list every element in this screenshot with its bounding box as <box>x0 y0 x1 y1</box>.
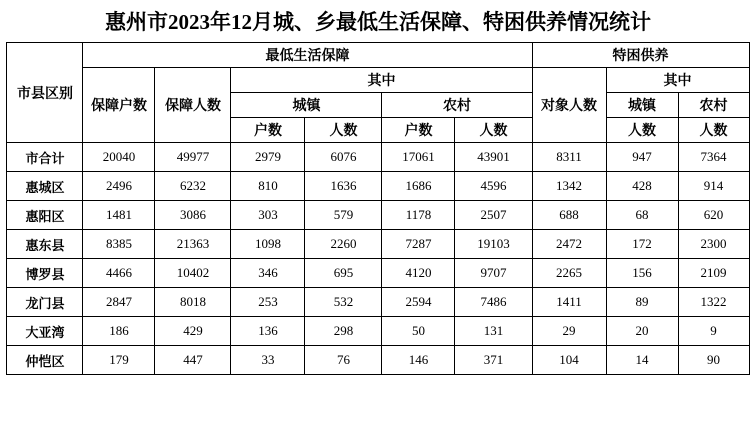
statistics-table <box>6 42 749 375</box>
cell-dibao-households: 20040 <box>83 143 155 172</box>
cell-dibao-people: 3086 <box>155 201 231 230</box>
table-row <box>7 143 749 172</box>
header-rural: 农村 <box>382 93 532 118</box>
header-tekun-objects: 对象人数 <box>532 68 606 143</box>
table-row <box>7 230 749 259</box>
table-body <box>7 143 749 375</box>
cell-tekun-people: 1342 <box>532 172 606 201</box>
cell-urban-households: 33 <box>231 346 305 375</box>
cell-rural-people: 131 <box>455 317 532 346</box>
cell-tekun-urban: 428 <box>606 172 678 201</box>
header-tekun-rural: 农村 <box>678 93 749 118</box>
cell-rural-people: 2507 <box>455 201 532 230</box>
cell-tekun-people: 2472 <box>532 230 606 259</box>
cell-tekun-urban: 68 <box>606 201 678 230</box>
header-urban-people: 人数 <box>305 118 382 143</box>
cell-urban-households: 136 <box>231 317 305 346</box>
cell-urban-people: 76 <box>305 346 382 375</box>
cell-dibao-people: 49977 <box>155 143 231 172</box>
table-row <box>7 259 749 288</box>
table-row <box>7 201 749 230</box>
cell-urban-people: 579 <box>305 201 382 230</box>
header-qizhong: 其中 <box>231 68 532 93</box>
header-rural-households: 户数 <box>382 118 455 143</box>
cell-rural-people: 4596 <box>455 172 532 201</box>
header-group-tekun: 特困供养 <box>532 43 749 68</box>
cell-dibao-people: 429 <box>155 317 231 346</box>
cell-urban-people: 695 <box>305 259 382 288</box>
header-tekun-rural-people: 人数 <box>678 118 749 143</box>
cell-tekun-urban: 20 <box>606 317 678 346</box>
cell-urban-people: 6076 <box>305 143 382 172</box>
cell-tekun-rural: 9 <box>678 317 749 346</box>
cell-rural-people: 19103 <box>455 230 532 259</box>
row-label: 市合计 <box>7 143 83 172</box>
header-dibao-households: 保障户数 <box>83 68 155 143</box>
cell-urban-people: 532 <box>305 288 382 317</box>
cell-tekun-people: 1411 <box>532 288 606 317</box>
row-label: 惠东县 <box>7 230 83 259</box>
cell-rural-households: 146 <box>382 346 455 375</box>
cell-tekun-rural: 620 <box>678 201 749 230</box>
cell-rural-people: 7486 <box>455 288 532 317</box>
cell-tekun-urban: 156 <box>606 259 678 288</box>
cell-rural-households: 1178 <box>382 201 455 230</box>
cell-dibao-households: 4466 <box>83 259 155 288</box>
cell-rural-households: 2594 <box>382 288 455 317</box>
row-label: 惠城区 <box>7 172 83 201</box>
cell-rural-households: 1686 <box>382 172 455 201</box>
cell-dibao-people: 6232 <box>155 172 231 201</box>
cell-urban-people: 298 <box>305 317 382 346</box>
cell-tekun-people: 688 <box>532 201 606 230</box>
cell-urban-households: 1098 <box>231 230 305 259</box>
cell-dibao-households: 2496 <box>83 172 155 201</box>
header-tekun-urban-people: 人数 <box>606 118 678 143</box>
cell-tekun-people: 104 <box>532 346 606 375</box>
cell-urban-households: 2979 <box>231 143 305 172</box>
table-row <box>7 317 749 346</box>
cell-urban-people: 2260 <box>305 230 382 259</box>
cell-urban-households: 253 <box>231 288 305 317</box>
table-row <box>7 346 749 375</box>
cell-tekun-urban: 947 <box>606 143 678 172</box>
cell-dibao-households: 1481 <box>83 201 155 230</box>
cell-dibao-people: 10402 <box>155 259 231 288</box>
cell-dibao-households: 8385 <box>83 230 155 259</box>
cell-tekun-urban: 172 <box>606 230 678 259</box>
row-label: 大亚湾 <box>7 317 83 346</box>
cell-dibao-households: 2847 <box>83 288 155 317</box>
cell-tekun-rural: 2109 <box>678 259 749 288</box>
table-row <box>7 288 749 317</box>
cell-dibao-people: 8018 <box>155 288 231 317</box>
header-rural-people: 人数 <box>455 118 532 143</box>
header-row-1 <box>7 43 749 68</box>
row-label: 博罗县 <box>7 259 83 288</box>
header-group-dibao: 最低生活保障 <box>83 43 532 68</box>
header-urban: 城镇 <box>231 93 382 118</box>
cell-dibao-people: 447 <box>155 346 231 375</box>
cell-rural-people: 371 <box>455 346 532 375</box>
cell-tekun-rural: 914 <box>678 172 749 201</box>
cell-tekun-people: 8311 <box>532 143 606 172</box>
cell-rural-people: 43901 <box>455 143 532 172</box>
cell-tekun-rural: 1322 <box>678 288 749 317</box>
header-row-label: 市县区别 <box>7 43 83 143</box>
header-tekun-qizhong: 其中 <box>606 68 749 93</box>
cell-urban-households: 346 <box>231 259 305 288</box>
table-header <box>7 43 749 143</box>
cell-dibao-households: 186 <box>83 317 155 346</box>
header-dibao-people: 保障人数 <box>155 68 231 143</box>
cell-dibao-people: 21363 <box>155 230 231 259</box>
page-title: 惠州市2023年12月城、乡最低生活保障、特困供养情况统计 <box>105 10 651 34</box>
cell-tekun-rural: 7364 <box>678 143 749 172</box>
table-row <box>7 172 749 201</box>
cell-tekun-rural: 90 <box>678 346 749 375</box>
row-label: 惠阳区 <box>7 201 83 230</box>
header-urban-households: 户数 <box>231 118 305 143</box>
cell-urban-households: 810 <box>231 172 305 201</box>
cell-tekun-people: 2265 <box>532 259 606 288</box>
cell-tekun-rural: 2300 <box>678 230 749 259</box>
header-tekun-urban: 城镇 <box>606 93 678 118</box>
cell-rural-people: 9707 <box>455 259 532 288</box>
cell-rural-households: 17061 <box>382 143 455 172</box>
cell-rural-households: 7287 <box>382 230 455 259</box>
cell-urban-households: 303 <box>231 201 305 230</box>
row-label: 龙门县 <box>7 288 83 317</box>
cell-rural-households: 4120 <box>382 259 455 288</box>
cell-urban-people: 1636 <box>305 172 382 201</box>
cell-tekun-people: 29 <box>532 317 606 346</box>
row-label: 仲恺区 <box>7 346 83 375</box>
cell-dibao-households: 179 <box>83 346 155 375</box>
cell-tekun-urban: 89 <box>606 288 678 317</box>
header-row-2 <box>7 68 749 93</box>
cell-rural-households: 50 <box>382 317 455 346</box>
cell-tekun-urban: 14 <box>606 346 678 375</box>
